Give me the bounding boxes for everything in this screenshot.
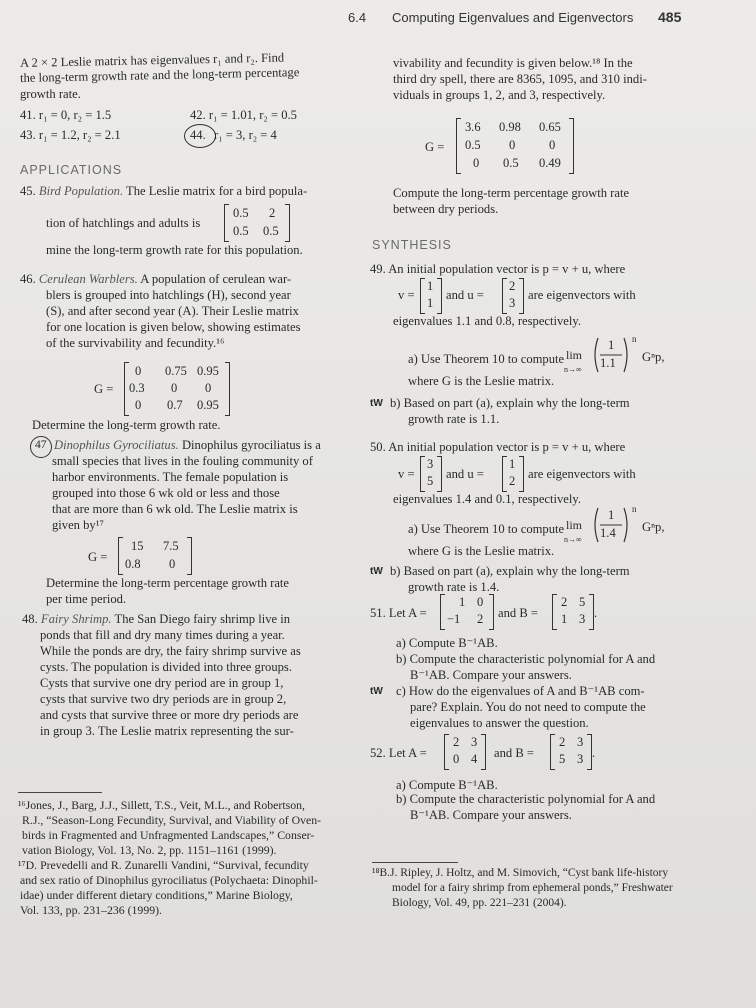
shrimp-leslie-matrix: 3.6 0.98 0.65 0.5 0 0 0 0.5 0.49 bbox=[456, 118, 574, 174]
exercise-46-line: of the survivability and fecundity.¹⁶ bbox=[46, 336, 225, 350]
matrix-label: G = bbox=[94, 382, 114, 396]
exercise-47-number: 47 bbox=[35, 439, 47, 451]
exercise-51-line: and B = bbox=[498, 606, 538, 620]
exercise-48-line: While the ponds are dry, the fairy shrimp survive as bbox=[40, 644, 301, 658]
limit-subscript: n→∞ bbox=[564, 365, 582, 374]
exercise-51-part-c: eigenvalues to answer the question. bbox=[410, 716, 589, 730]
limit-symbol: lim bbox=[566, 518, 583, 532]
exercise-title: Bird Population. bbox=[38, 184, 124, 198]
matrix-b: 2 3 5 3 bbox=[550, 734, 592, 770]
exercise-48-line: cysts. The population is divided into three groups. bbox=[40, 660, 292, 674]
exercise-50-part-a: where G is the Leslie matrix. bbox=[408, 544, 555, 558]
synthesis-heading: SYNTHESIS bbox=[372, 238, 452, 252]
footnote-17: ¹⁷D. Prevedelli and R. Zunarelli Vandini, “Survival, fecundity bbox=[18, 858, 309, 872]
matrix-a: 2 3 0 4 bbox=[444, 734, 486, 770]
exercise-45-line: mine the long-term growth rate for this population. bbox=[46, 243, 303, 257]
intro-line: the long-term growth rate and the long-term percentage bbox=[19, 65, 300, 85]
section-number: 6.4 bbox=[348, 10, 367, 25]
exercise-42: 42. r₁ = 1.01, r₂ = 0.5 bbox=[190, 108, 297, 122]
warbler-leslie-matrix: 0 0.75 0.95 0.3 0 0 0 0.7 0.95 bbox=[124, 362, 230, 416]
footnote-18: model for a fairy shrimp from ephemeral ponds,” Freshwater bbox=[392, 882, 673, 894]
footnote-17: Vol. 133, pp. 231–236 (1999). bbox=[20, 903, 162, 917]
exercise-47-line: given by¹⁷ bbox=[52, 518, 104, 532]
footnote-rule bbox=[18, 792, 102, 793]
exercise-48-line: and cysts that survive three or more dry periods are bbox=[40, 708, 299, 722]
footnote-17: idae) under different dietary conditions,” Marine Biology, bbox=[20, 888, 293, 902]
exercise-44: r₁ = 3, r₂ = 4 bbox=[214, 128, 277, 142]
exercise-title: Fairy Shrimp. bbox=[40, 612, 112, 626]
bird-leslie-matrix: 0.5 2 0.5 0.5 bbox=[224, 204, 290, 242]
exercise-50-part-b: growth rate is 1.4. bbox=[408, 580, 500, 594]
matrix-a: 1 0 −1 2 bbox=[440, 594, 494, 630]
page-number: 485 bbox=[658, 9, 682, 25]
vector-v: 1 1 bbox=[420, 278, 442, 314]
vector-label: and u = bbox=[446, 467, 484, 481]
exercise-47-line: small species that lives in the fouling community of bbox=[52, 454, 313, 468]
footnote-17: and sex ratio of Dinophilus gyrociliatus (Polychaeta: Dinophil- bbox=[20, 873, 318, 887]
exercise-48-continued: vivability and fecundity is given below.¹⁸ In the bbox=[393, 56, 633, 70]
footnote-18: Biology, Vol. 49, pp. 221–231 (2004). bbox=[392, 897, 567, 909]
exercise-52-line: 52. Let A = bbox=[370, 746, 427, 760]
exercise-47-line: grouped into those 6 wk old or less and those bbox=[52, 486, 280, 500]
intro-line: A 2 × 2 Leslie matrix has eigenvalues r₁ and r₂. Find bbox=[19, 50, 285, 70]
footnote-16: birds in Fragmented and Unfragmented Landscapes,” Conser- bbox=[22, 828, 315, 842]
exercise-47-line: Dinophilus Gyrociliatus. Dinophilus gyrociliatus is a bbox=[54, 438, 321, 452]
exercise-45-line: 45. Bird Population. The Leslie matrix for a bird popula- bbox=[20, 184, 308, 198]
exercise-title: Dinophilus Gyrociliatus. bbox=[54, 438, 179, 452]
punctuation: . bbox=[594, 606, 598, 620]
matrix-label: G = bbox=[88, 550, 108, 564]
vector-v: 3 5 bbox=[420, 456, 442, 492]
exercise-50-part-a: a) Use Theorem 10 to compute bbox=[408, 522, 565, 536]
exponent: n bbox=[632, 504, 637, 514]
exercise-48-continued: viduals in groups 1, 2, and 3, respectively. bbox=[393, 88, 606, 102]
footnote-16: R.J., “Season-Long Fecundity, Survival, and Viability of Oven- bbox=[22, 813, 322, 827]
exponent: n bbox=[632, 334, 637, 344]
exercise-49-line: are eigenvectors with bbox=[528, 288, 636, 302]
exercise-46-line: blers is grouped into hatchlings (H), second year bbox=[46, 288, 291, 302]
handwritten-mark: tW bbox=[370, 398, 383, 409]
matrix-label: G = bbox=[425, 140, 445, 154]
exercise-48-line: cysts that survive two dry periods are in group 2, bbox=[40, 692, 287, 706]
exercise-52-part-a: a) Compute B⁻¹AB. bbox=[396, 778, 498, 792]
exercise-50-line: 50. An initial population vector is p = v + u, where bbox=[370, 440, 626, 454]
handwritten-mark: tW bbox=[370, 566, 383, 577]
exercise-44-number: 44. bbox=[190, 128, 206, 142]
matrix-b: 2 5 1 3 bbox=[552, 594, 594, 630]
running-title: Computing Eigenvalues and Eigenvectors bbox=[392, 10, 634, 25]
exercise-45-line: tion of hatchlings and adults is bbox=[46, 216, 201, 230]
exercise-46-question: Determine the long-term growth rate. bbox=[32, 418, 221, 432]
footnote-16: ¹⁶Jones, J., Barg, J.J., Sillett, T.S., Veit, M.L., and Robertson, bbox=[18, 798, 305, 812]
exercise-52-part-b: B⁻¹AB. Compare your answers. bbox=[410, 808, 572, 822]
exercise-47-question: Determine the long-term percentage growth rate bbox=[46, 576, 290, 590]
exercise-49-part-b: b) Based on part (a), explain why the long-term bbox=[390, 396, 630, 410]
exercise-49-line: eigenvalues 1.1 and 0.8, respectively. bbox=[393, 314, 582, 328]
dinophilus-leslie-matrix: 15 7.5 0.8 0 bbox=[118, 537, 192, 575]
applications-heading: APPLICATIONS bbox=[20, 163, 123, 177]
fraction-numerator: 1 bbox=[608, 508, 615, 522]
exercise-47-line: that are more than 6 wk old. The Leslie matrix is bbox=[52, 502, 298, 516]
footnote-18: ¹⁸B.J. Ripley, J. Holtz, and M. Simovich, “Cyst bank life-history bbox=[372, 867, 669, 879]
exercise-50-line: are eigenvectors with bbox=[528, 467, 636, 481]
exercise-51-part-c: c) How do the eigenvalues of A and B⁻¹AB com- bbox=[396, 684, 645, 698]
exercise-47-question: per time period. bbox=[46, 592, 127, 606]
exercise-48-line: ponds that fill and dry many times during a year. bbox=[40, 628, 285, 642]
exercise-46-line: 46. Cerulean Warblers. A population of cerulean war- bbox=[20, 272, 292, 286]
exercise-51-part-b: b) Compute the characteristic polynomial for A and bbox=[396, 652, 656, 666]
footnote-16: vation Biology, Vol. 13, No. 2, pp. 1151–1161 (1999). bbox=[22, 843, 277, 857]
exercise-48-continued: third dry spell, there are 8365, 1095, and 310 indi- bbox=[393, 72, 647, 86]
vector-label: and u = bbox=[446, 288, 484, 302]
exercise-49-part-a: a) Use Theorem 10 to compute bbox=[408, 352, 565, 366]
limit-subscript: n→∞ bbox=[564, 535, 582, 544]
punctuation: . bbox=[592, 746, 596, 760]
exercise-51-part-c: pare? Explain. You do not need to compute the bbox=[410, 700, 646, 714]
vector-label: v = bbox=[398, 467, 415, 481]
footnote-rule bbox=[372, 862, 458, 863]
handwritten-mark: tW bbox=[370, 686, 383, 697]
exercise-47-line: harbor environments. The female population is bbox=[52, 470, 289, 484]
exercise-50-line: eigenvalues 1.4 and 0.1, respectively. bbox=[393, 492, 582, 506]
exercise-51-part-a: a) Compute B⁻¹AB. bbox=[396, 636, 498, 650]
exercise-48-question: between dry periods. bbox=[393, 202, 499, 216]
vector-label: v = bbox=[398, 288, 415, 302]
limit-symbol: lim bbox=[566, 348, 583, 362]
vector-u: 1 2 bbox=[502, 456, 524, 492]
vector-u: 2 3 bbox=[502, 278, 524, 314]
exercise-48-line: in group 3. The Leslie matrix representing the sur- bbox=[40, 724, 294, 738]
exercise-46-line: (S), and after second year (A). Their Leslie matrix bbox=[46, 304, 299, 318]
fraction-numerator: 1 bbox=[608, 338, 615, 352]
exercise-41: 41. r₁ = 0, r₂ = 1.5 bbox=[20, 108, 112, 122]
exercise-48-line: 48. Fairy Shrimp. The San Diego fairy shrimp live in bbox=[22, 612, 291, 626]
exercise-52-line: and B = bbox=[494, 746, 534, 760]
exercise-51-line: 51. Let A = bbox=[370, 606, 427, 620]
exercise-49-part-a: Gⁿp, bbox=[642, 350, 665, 364]
exercise-43: 43. r₁ = 1.2, r₂ = 2.1 bbox=[20, 128, 121, 142]
exercise-49-part-a: where G is the Leslie matrix. bbox=[408, 374, 555, 388]
exercise-51-part-b: B⁻¹AB. Compare your answers. bbox=[410, 668, 572, 682]
exercise-46-line: for one location is given below, showing estimates bbox=[46, 320, 301, 334]
fraction-denominator: 1.1 bbox=[600, 356, 616, 370]
exercise-48-question: Compute the long-term percentage growth rate bbox=[393, 186, 630, 200]
exercise-48-line: Cysts that survive one dry period are in group 1, bbox=[40, 676, 284, 690]
exercise-title: Cerulean Warblers. bbox=[38, 272, 138, 286]
exercise-49-part-b: growth rate is 1.1. bbox=[408, 412, 500, 426]
exercise-49-line: 49. An initial population vector is p = v + u, where bbox=[370, 262, 626, 276]
exercise-52-part-b: b) Compute the characteristic polynomial for A and bbox=[396, 792, 656, 806]
exercise-50-part-b: b) Based on part (a), explain why the long-term bbox=[390, 564, 630, 578]
exercise-50-part-a: Gⁿp, bbox=[642, 520, 665, 534]
fraction-denominator: 1.4 bbox=[600, 526, 616, 540]
intro-line: growth rate. bbox=[20, 87, 81, 101]
